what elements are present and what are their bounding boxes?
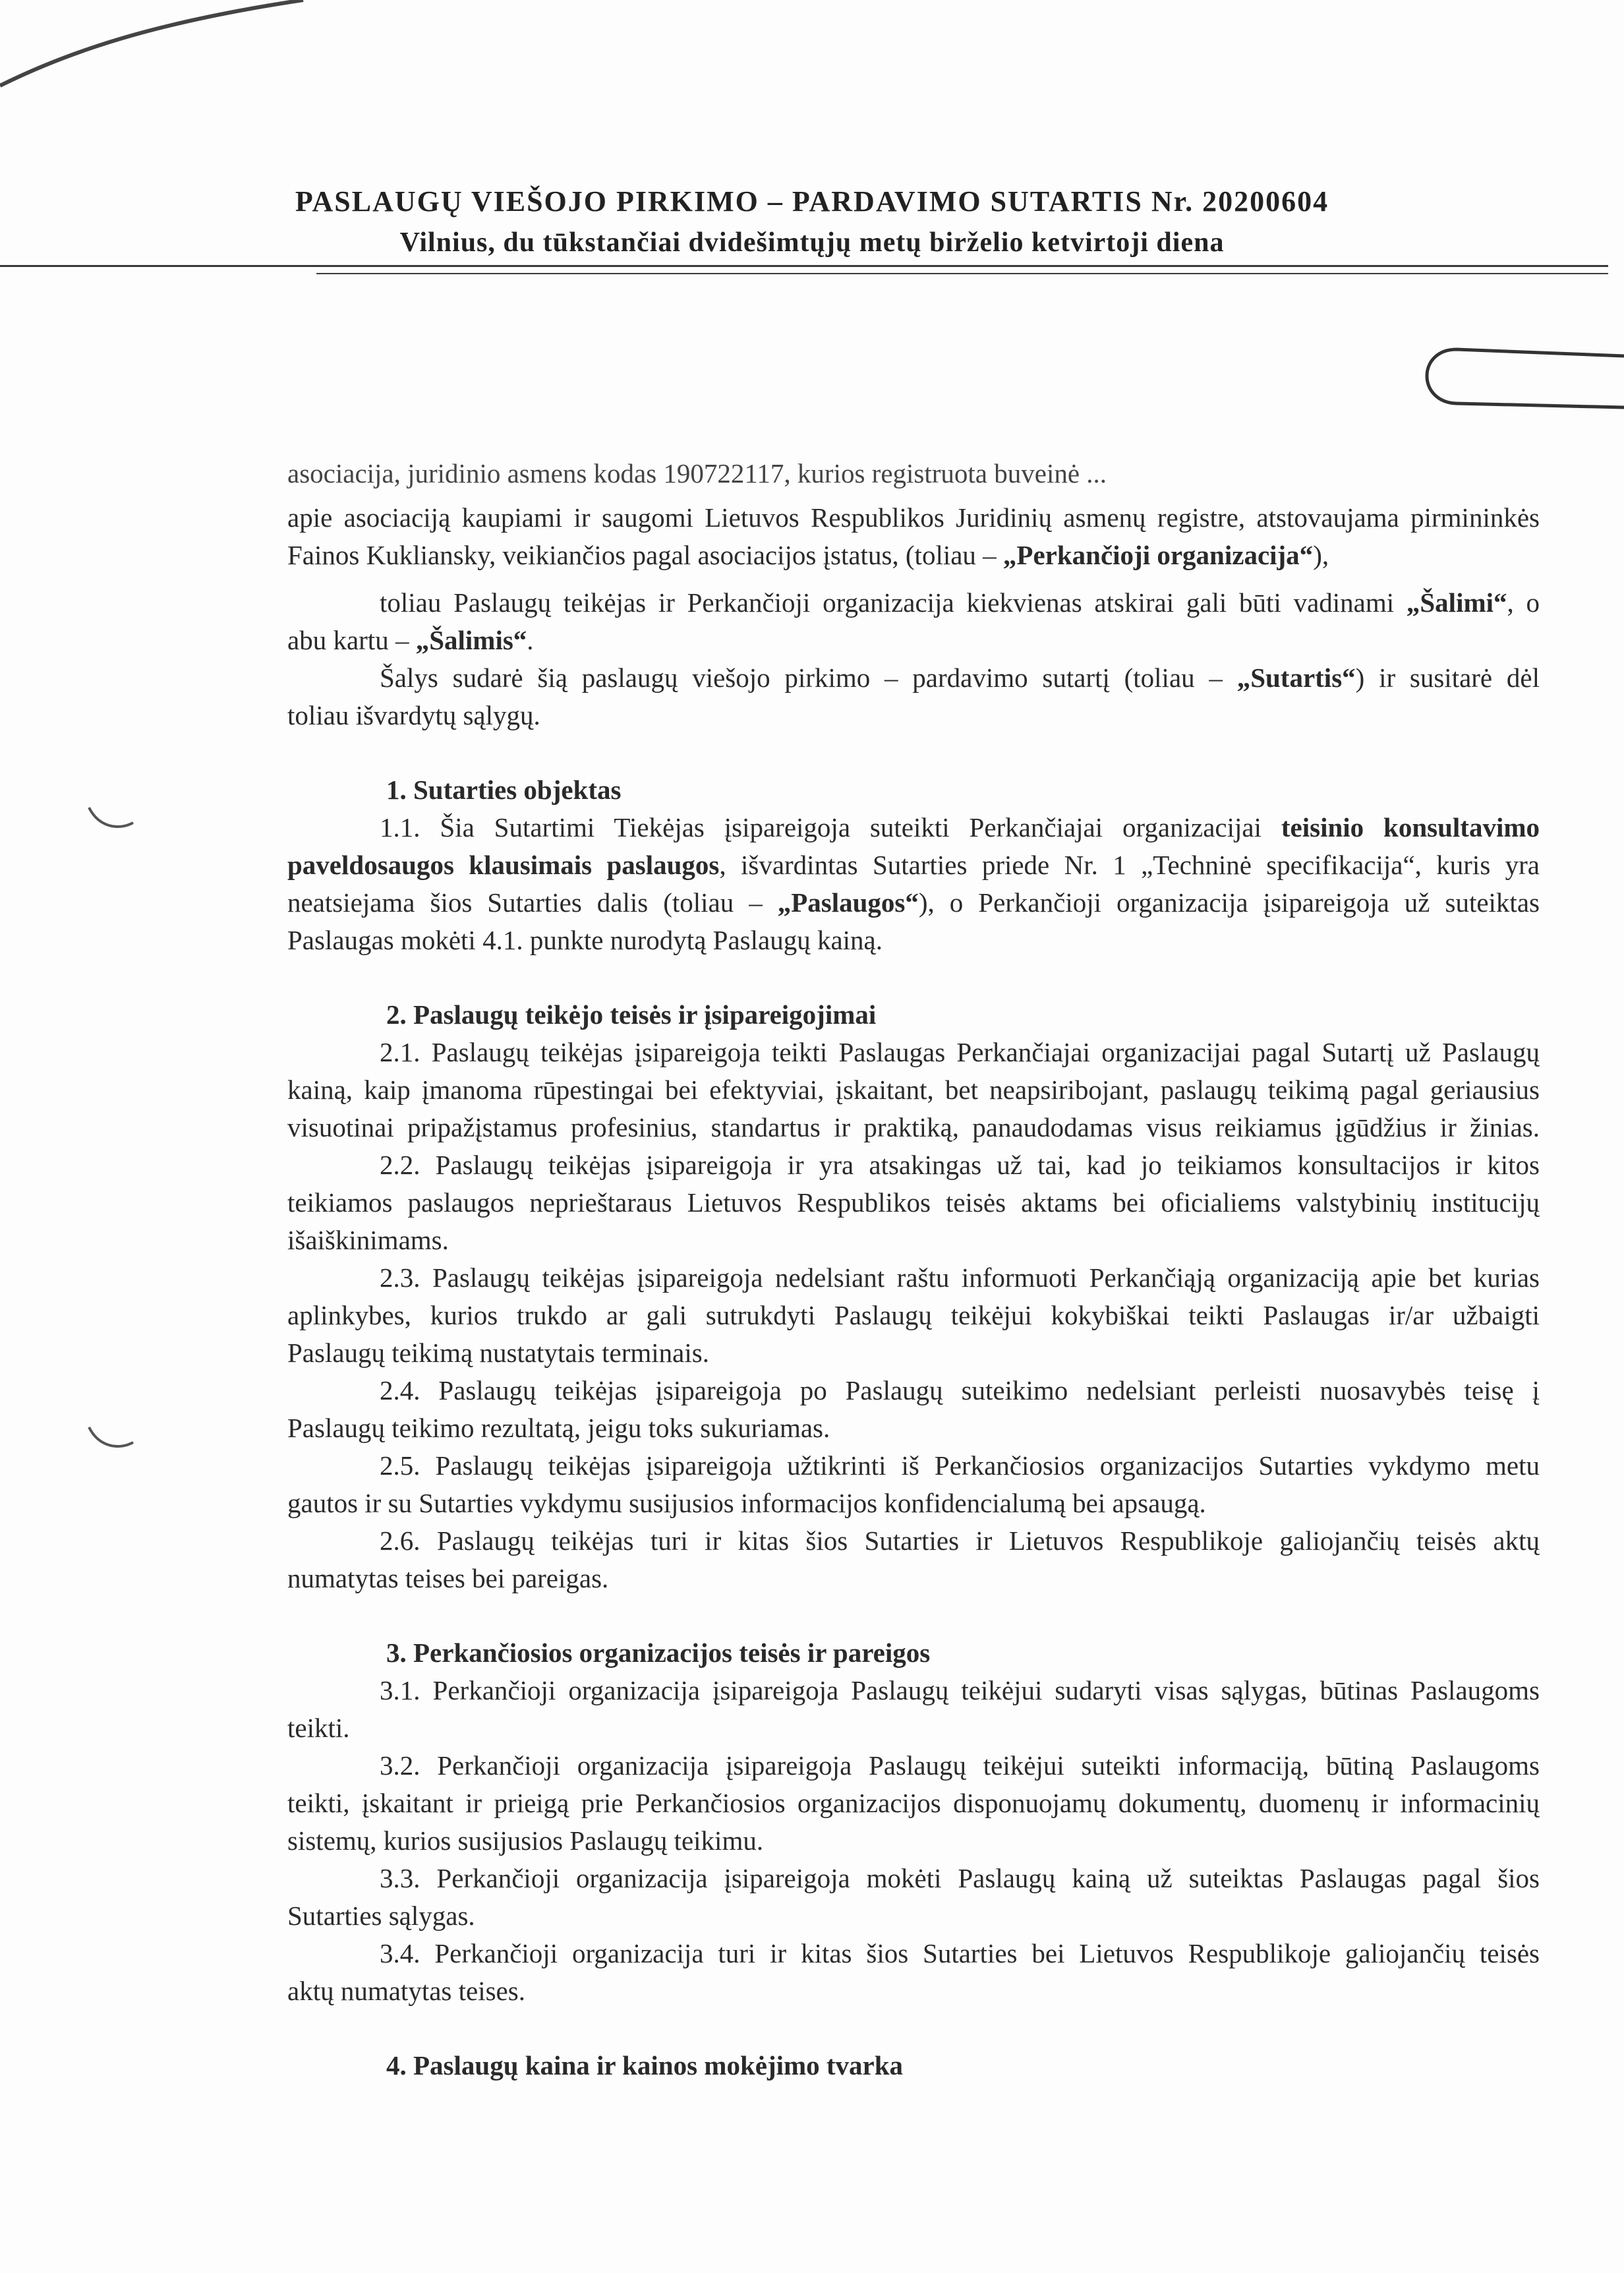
- intro-text: ),: [1313, 540, 1329, 570]
- clause-3-2: teikti, įskaitant ir prieigą prie Perkančiosios organizacijos disponuojamų dokumentų, duomenų ir informacinių: [287, 1788, 1540, 1818]
- clause-3-3: 3.3. Perkančioji organizacija įsipareigoja mokėti Paslaugų kainą už suteiktas Paslaugas pagal šios: [380, 1863, 1540, 1893]
- defined-term: paveldosaugos klausimais paslaugos: [287, 850, 720, 880]
- intro-text: , o: [1507, 587, 1540, 618]
- clause-3-2: sistemų, kurios susijusios Paslaugų teikimu.: [287, 1825, 764, 1856]
- clause-2-1: 2.1. Paslaugų teikėjas įsipareigoja teikti Paslaugas Perkančiajai organizacijai pagal Sutartį už Paslaugų: [380, 1037, 1540, 1067]
- clause-2-2: 2.2. Paslaugų teikėjas įsipareigoja ir yra atsakingas už tai, kad jo teikiamos konsultacijos ir kitos: [380, 1150, 1540, 1180]
- scan-corner-mark: [0, 0, 310, 99]
- clause-2-1: kainą, kaip įmanoma rūpestingai bei efektyviai, įskaitant, bet neapsiribojant, paslaugų teikimą pagal geriausius: [287, 1075, 1540, 1105]
- clause-2-6: numatytas teises bei pareigas.: [287, 1563, 609, 1593]
- clause-3-4: aktų numatytas teises.: [287, 1976, 525, 2006]
- clause-3-1: 3.1. Perkančioji organizacija įsipareigoja Paslaugų teikėjui sudaryti visas sąlygas, būtinas Paslaugoms: [380, 1675, 1540, 1705]
- clause-1-1: [287, 846, 1540, 884]
- section-1-heading: 1. Sutarties objektas: [386, 775, 622, 805]
- clause-3-2: 3.2. Perkančioji organizacija įsipareigoja Paslaugų teikėjui suteikti informaciją, būtiną Paslaugoms: [380, 1750, 1540, 1781]
- clause-2-3: 2.3. Paslaugų teikėjas įsipareigoja nedelsiant raštu informuoti Perkančiąją organizaciją apie bet kurias: [380, 1262, 1540, 1293]
- clause-2-6: 2.6. Paslaugų teikėjas turi ir kitas šios Sutarties ir Lietuvos Respublikoje galiojančių teisės aktų: [380, 1525, 1540, 1556]
- defined-term: teisinio konsultavimo: [1281, 812, 1540, 842]
- section-3-heading: 3. Perkančiosios organizacijos teisės ir pareigos: [386, 1638, 931, 1668]
- clause-2-4: Paslaugų teikimo rezultatą, jeigu toks sukuriamas.: [287, 1413, 830, 1443]
- contract-subtitle: Vilnius, du tūkstančiai dvidešimtųjų metų birželio ketvirtoji diena: [399, 227, 1225, 258]
- clause-2-3: aplinkybes, kurios trukdo ar gali sutrukdyti Paslaugų teikėjui kokybiškai teikti Paslaugas ir/ar užbaigti: [287, 1300, 1540, 1330]
- defined-term: „Paslaugos“: [777, 887, 919, 918]
- intro-text: Fainos Kukliansky, veikiančios pagal asociacijos įstatus, (toliau –: [287, 540, 1003, 570]
- intro-line: [287, 537, 1329, 574]
- contract-title: PASLAUGŲ VIEŠOJO PIRKIMO – PARDAVIMO SUTARTIS Nr. 20200604: [295, 185, 1329, 218]
- section-4-heading: 4. Paslaugų kaina ir kainos mokėjimo tvarka: [386, 2050, 904, 2081]
- intro-line: [380, 659, 1540, 697]
- intro-line: [287, 622, 534, 659]
- intro-text: abu kartu –: [287, 625, 416, 655]
- defined-term: „Perkančioji organizacija“: [1002, 540, 1314, 570]
- punch-hole-mark-1: [86, 804, 138, 837]
- clause-2-4: 2.4. Paslaugų teikėjas įsipareigoja po Paslaugų suteikimo nedelsiant perleisti nuosavybės teisę į: [380, 1375, 1540, 1405]
- clause-1-1: [380, 809, 1540, 846]
- defined-term: „Sutartis“: [1236, 663, 1356, 693]
- intro-line: apie asociaciją kaupiami ir saugomi Lietuvos Respublikos Juridinių asmenų registre, atstovaujama pirmininkės: [287, 502, 1540, 533]
- clause-2-2: išaiškinimams.: [287, 1225, 449, 1255]
- clause-text: 1.1. Šia Sutartimi Tiekėjas įsipareigoja suteikti Perkančiajai organizacijai: [380, 812, 1281, 842]
- intro-line: toliau išvardytų sąlygų.: [287, 700, 540, 730]
- clause-1-1: Paslaugas mokėti 4.1. punkte nurodytą Paslaugų kainą.: [287, 925, 883, 955]
- clause-3-3: Sutarties sąlygas.: [287, 1901, 475, 1931]
- intro-text: Šalys sudarė šią paslaugų viešojo pirkimo – pardavimo sutartį (toliau –: [380, 663, 1237, 693]
- intro-text: ) ir susitarė dėl: [1355, 663, 1540, 693]
- clause-2-1: visuotinai pripažįstamus profesinius, standartus ir praktiką, panaudodamas visus reikiamus įgūdžius ir žinias.: [287, 1112, 1540, 1142]
- section-2-heading: 2. Paslaugų teikėjo teisės ir įsipareigojimai: [386, 999, 877, 1030]
- clause-2-5: 2.5. Paslaugų teikėjas įsipareigoja užtikrinti iš Perkančiosios organizacijos Sutarties vykdymo metu: [380, 1450, 1540, 1481]
- clause-1-1: [287, 884, 1540, 922]
- intro-text: toliau Paslaugų teikėjas ir Perkančioji organizacija kiekvienas atskirai gali būti vadinami: [380, 587, 1406, 618]
- clause-2-2: teikiamos paslaugos neprieštaraus Lietuvos Respublikos teisės aktams bei oficialiems valstybinių institucijų: [287, 1187, 1540, 1218]
- intro-text: .: [527, 625, 534, 655]
- defined-term: „Šalimis“: [415, 625, 527, 655]
- clause-text: , išvardintas Sutarties priede Nr. 1 „Techninė specifikacija“, kuris yra: [719, 850, 1540, 880]
- intro-line: [380, 584, 1540, 622]
- clause-2-5: gautos ir su Sutarties vykdymu susijusios informacijos konfidencialumą bei apsaugą.: [287, 1488, 1206, 1518]
- clause-3-4: 3.4. Perkančioji organizacija turi ir kitas šios Sutarties bei Lietuvos Respublikoje galiojančių teisės: [380, 1938, 1540, 1968]
- clause-text: neatsiejama šios Sutarties dalis (toliau –: [287, 887, 778, 918]
- clause-2-3: Paslaugų teikimą nustatytais terminais.: [287, 1338, 709, 1368]
- intro-line: asociacija, juridinio asmens kodas 190722117, kurios registruota buveinė ...: [287, 458, 1107, 488]
- punch-hole-mark-2: [86, 1424, 138, 1457]
- defined-term: „Šalimi“: [1406, 587, 1507, 618]
- clause-3-1: teikti.: [287, 1713, 350, 1743]
- contract-body: [287, 0, 1624, 2273]
- clause-text: ), o Perkančioji organizacija įsipareigoja už suteiktas: [918, 887, 1540, 918]
